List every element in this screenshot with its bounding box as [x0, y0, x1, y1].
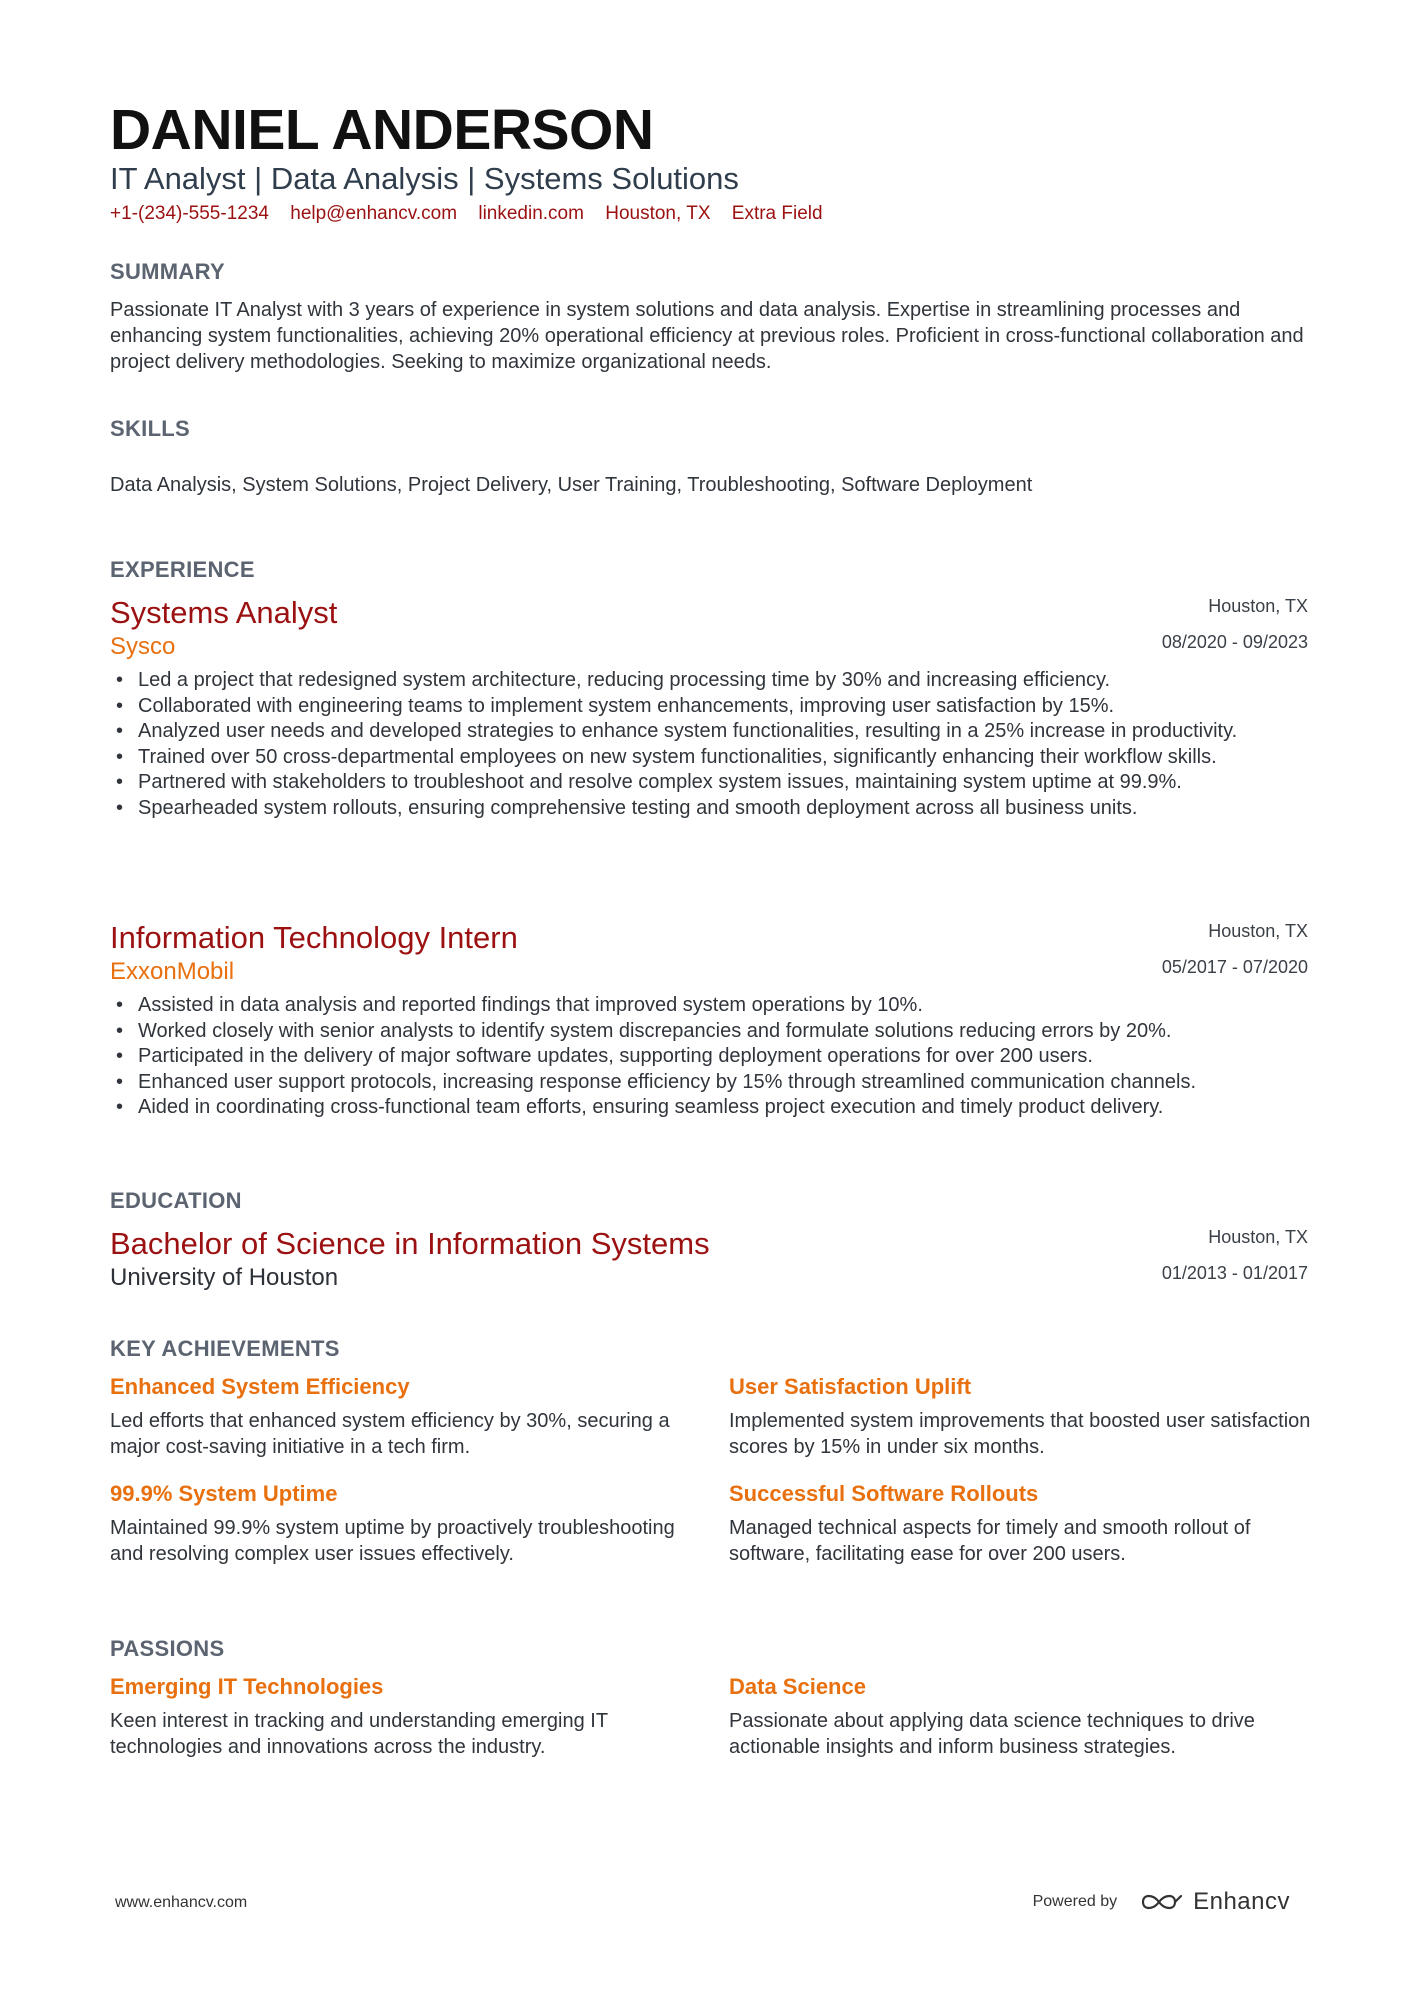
contact-extra-field: Extra Field [731, 203, 823, 224]
job-bullets-2 [110, 993, 1308, 1121]
list-item: • Analyzed user needs and developed strategies to enhance system functionalities, resulting in a 25% increase in productivity. [110, 719, 1308, 745]
list-item: • Aided in coordinating cross-functional team efforts, ensuring seamless project execution and timely product delivery. [110, 1095, 1308, 1121]
job-title-2: Information Technology Intern [110, 920, 518, 955]
summary-text: Passionate IT Analyst with 3 years of experience in system solutions and data analysis. Expertise in streamlining processes and enhancing system functionalities, achieving 20% operational efficiency at previous roles. Proficient in cross-functional collaboration and project delivery methodologies. Seeking to maximize organizational needs. [110, 299, 1304, 373]
list-item: • Participated in the delivery of major software updates, supporting deployment operations for over 200 users. [110, 1044, 1308, 1070]
achievement-item [729, 1479, 1319, 1567]
achievements-heading: KEY ACHIEVEMENTS [110, 1336, 340, 1361]
job-dates-2: 05/2017 - 07/2020 [1161, 957, 1308, 977]
passion-item [729, 1672, 1319, 1760]
list-item: • Collaborated with engineering teams to implement system enhancements, improving user satisfaction by 15%. [110, 694, 1308, 720]
list-item: • Assisted in data analysis and reported findings that improved system operations by 10%. [110, 993, 1308, 1019]
contact-linkedin[interactable]: linkedin.com [478, 203, 584, 224]
list-item: • Spearheaded system rollouts, ensuring comprehensive testing and smooth deployment across all business units. [110, 796, 1308, 822]
achievement-text: Implemented system improvements that boosted user satisfaction scores by 15% in under six months. [729, 1410, 1311, 1458]
education-degree: Bachelor of Science in Information Systems [110, 1226, 710, 1261]
job-location-1: Houston, TX [1208, 596, 1308, 616]
achievement-item [110, 1479, 700, 1567]
achievement-text: Led efforts that enhanced system efficiency by 30%, securing a major cost-saving initiative in a tech firm. [110, 1410, 670, 1458]
education-school: University of Houston [110, 1264, 339, 1291]
job-company-2: ExxonMobil [110, 958, 235, 985]
candidate-tagline: IT Analyst | Data Analysis | Systems Solutions [110, 161, 739, 196]
passion-item [110, 1672, 700, 1760]
contact-email[interactable]: help@enhancv.com [290, 203, 458, 224]
achievement-title: Successful Software Rollouts [729, 1481, 1039, 1506]
achievement-text: Managed technical aspects for timely and smooth rollout of software, facilitating ease for over 200 users. [729, 1517, 1251, 1565]
list-item: • Trained over 50 cross-departmental employees on new system functionalities, significantly enhancing their workflow skills. [110, 745, 1308, 771]
enhancv-brand[interactable] [1139, 1888, 1290, 1916]
job-dates-1: 08/2020 - 09/2023 [1161, 632, 1308, 652]
passion-text: Keen interest in tracking and understanding emerging IT technologies and innovations across the industry. [110, 1710, 608, 1758]
education-location: Houston, TX [1208, 1227, 1308, 1247]
experience-heading: EXPERIENCE [110, 557, 255, 582]
passion-text: Passionate about applying data science techniques to drive actionable insights and inform business strategies. [729, 1710, 1255, 1758]
candidate-name: DANIEL ANDERSON [110, 98, 654, 162]
achievement-title: User Satisfaction Uplift [729, 1374, 972, 1399]
list-item: • Enhanced user support protocols, increasing response efficiency by 15% through streamlined communication channels. [110, 1070, 1308, 1096]
resume-page [110, 0, 1311, 1995]
passion-title: Emerging IT Technologies [110, 1674, 384, 1699]
contact-phone[interactable]: +1-(234)-555-1234 [110, 203, 269, 224]
brand-name: Enhancv [1193, 1888, 1290, 1915]
powered-by-label: Powered by [1032, 1893, 1118, 1910]
job-location-2: Houston, TX [1208, 921, 1308, 941]
achievement-title: Enhanced System Efficiency [110, 1374, 410, 1399]
education-dates: 01/2013 - 01/2017 [1161, 1263, 1308, 1283]
education-heading: EDUCATION [110, 1188, 242, 1213]
footer-powered-by [1033, 1888, 1290, 1916]
achievement-title: 99.9% System Uptime [110, 1481, 338, 1506]
contact-location: Houston, TX [605, 203, 711, 224]
achievement-item [729, 1372, 1319, 1460]
list-item: • Worked closely with senior analysts to identify system discrepancies and formulate solutions reducing errors by 20%. [110, 1019, 1308, 1045]
contact-list [110, 202, 839, 226]
list-item: • Partnered with stakeholders to troubleshoot and resolve complex system issues, maintaining system uptime at 99.9%. [110, 770, 1308, 796]
passion-title: Data Science [729, 1674, 866, 1699]
job-title-1: Systems Analyst [110, 595, 338, 630]
achievement-item [110, 1372, 700, 1460]
list-item: • Led a project that redesigned system architecture, reducing processing time by 30% and increasing efficiency. [110, 668, 1308, 694]
skills-text: Data Analysis, System Solutions, Project Delivery, User Training, Troubleshooting, Software Deployment [110, 474, 1033, 496]
footer-website[interactable]: www.enhancv.com [115, 1894, 248, 1911]
achievement-text: Maintained 99.9% system uptime by proactively troubleshooting and resolving complex user issues effectively. [110, 1517, 675, 1565]
job-bullets-1 [110, 668, 1308, 822]
enhancv-logo-icon [1139, 1890, 1185, 1914]
passions-heading: PASSIONS [110, 1636, 225, 1661]
skills-heading: SKILLS [110, 416, 191, 441]
summary-heading: SUMMARY [110, 259, 225, 284]
job-company-1: Sysco [110, 633, 176, 660]
